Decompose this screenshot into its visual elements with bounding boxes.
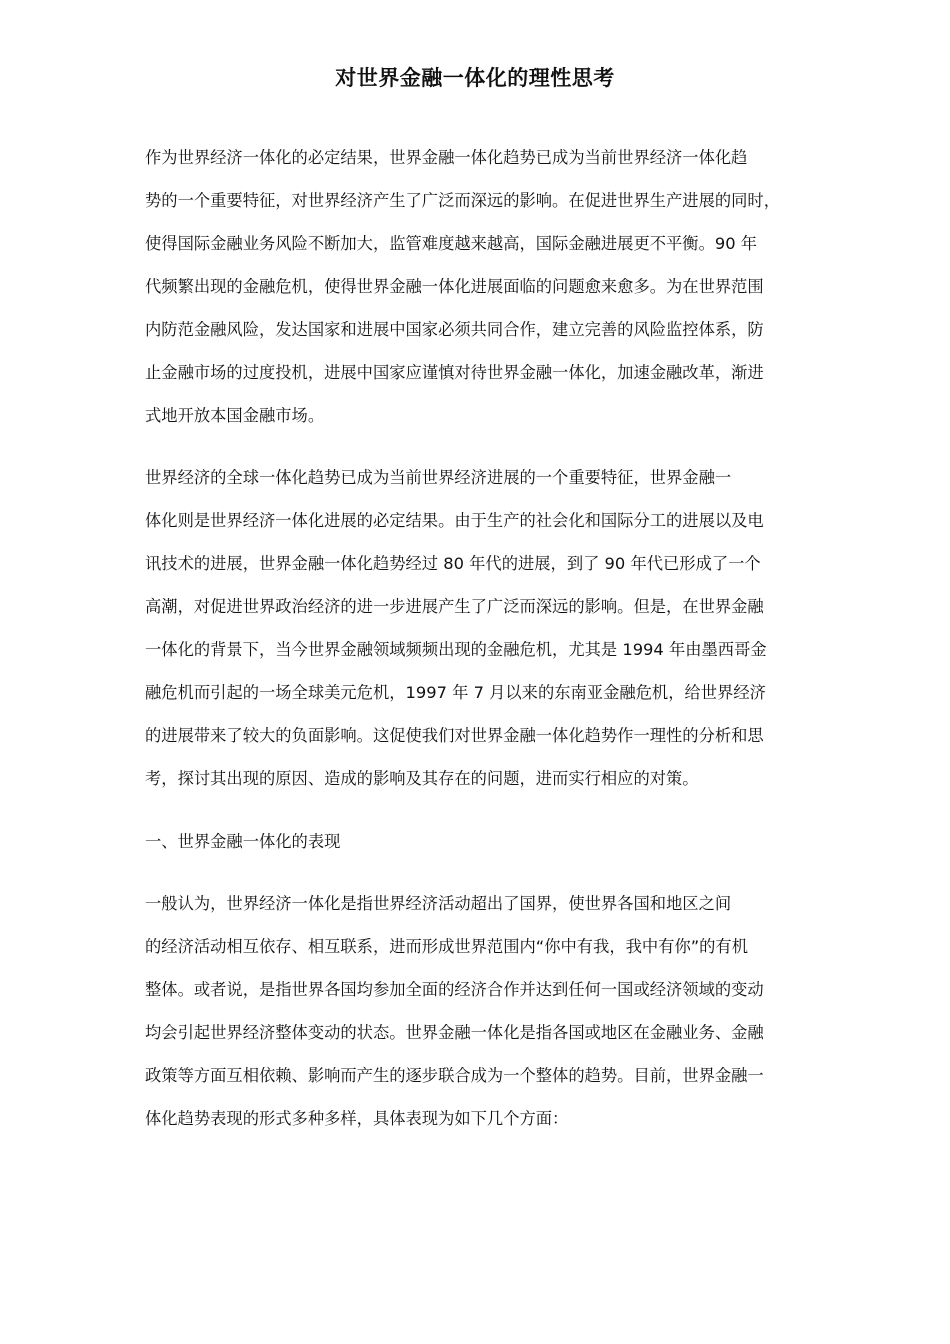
paragraph-1-line: 势的一个重要特征，对世界经济产生了广泛而深远的影响。在促进世界生产进展的同时， [145, 191, 780, 210]
paragraph-3-line: 一般认为，世界经济一体化是指世界经济活动超出了国界，使世界各国和地区之间 [145, 894, 732, 913]
paragraph-1-line: 内防范金融风险，发达国家和进展中国家必须共同合作，建立完善的风险监控体系，防 [145, 320, 764, 339]
document-title: 对世界金融一体化的理性思考 [335, 65, 615, 90]
paragraph-2-line: 考，探讨其出现的原因、造成的影响及其存在的问题，进而实行相应的对策。 [145, 769, 699, 788]
paragraph-2-line: 的进展带来了较大的负面影响。这促使我们对世界金融一体化趋势作一理性的分析和思 [145, 726, 764, 745]
paragraph-1-line: 止金融市场的过度投机，进展中国家应谨慎对待世界金融一体化，加速金融改革，渐进 [145, 363, 764, 382]
paragraph-2-line: 一体化的背景下，当今世界金融领域频频出现的金融危机，尤其是 1994 年由墨西哥金 [145, 640, 767, 659]
paragraph-3-line: 整体。或者说，是指世界各国均参加全面的经济合作并达到任何一国或经济领域的变动 [145, 980, 764, 999]
paragraph-1-line: 式地开放本国金融市场。 [145, 406, 325, 425]
paragraph-1-line: 使得国际金融业务风险不断加大，监管难度越来越高，国际金融进展更不平衡。90 年 [145, 234, 758, 253]
paragraph-2-line: 体化则是世界经济一体化进展的必定结果。由于生产的社会化和国际分工的进展以及电 [145, 511, 764, 530]
paragraph-3-line: 的经济活动相互依存、相互联系，进而形成世界范围内“你中有我，我中有你”的有机 [145, 937, 748, 956]
paragraph-2-line: 讯技术的进展，世界金融一体化趋势经过 80 年代的进展，到了 90 年代已形成了一个 [145, 554, 761, 573]
paragraph-3-line: 政策等方面互相依赖、影响而产生的逐步联合成为一个整体的趋势。目前，世界金融一 [145, 1066, 764, 1085]
paragraph-1-line: 作为世界经济一体化的必定结果，世界金融一体化趋势已成为当前世界经济一体化趋 [145, 148, 748, 167]
paragraph-2-line: 融危机而引起的一场全球美元危机，1997 年 7 月以来的东南亚金融危机，给世界经济 [145, 683, 766, 702]
paragraph-3-line: 体化趋势表现的形式多种多样，具体表现为如下几个方面： [145, 1109, 569, 1128]
paragraph-1-line: 代频繁出现的金融危机，使得世界金融一体化进展面临的问题愈来愈多。为在世界范围 [145, 277, 764, 296]
section-heading: 一、世界金融一体化的表现 [145, 832, 341, 851]
paragraph-2-line: 高潮，对促进世界政治经济的进一步进展产生了广泛而深远的影响。但是，在世界金融 [145, 597, 764, 616]
paragraph-2-line: 世界经济的全球一体化趋势已成为当前世界经济进展的一个重要特征，世界金融一 [145, 468, 732, 487]
paragraph-3-line: 均会引起世界经济整体变动的状态。世界金融一体化是指各国或地区在金融业务、金融 [145, 1023, 764, 1042]
